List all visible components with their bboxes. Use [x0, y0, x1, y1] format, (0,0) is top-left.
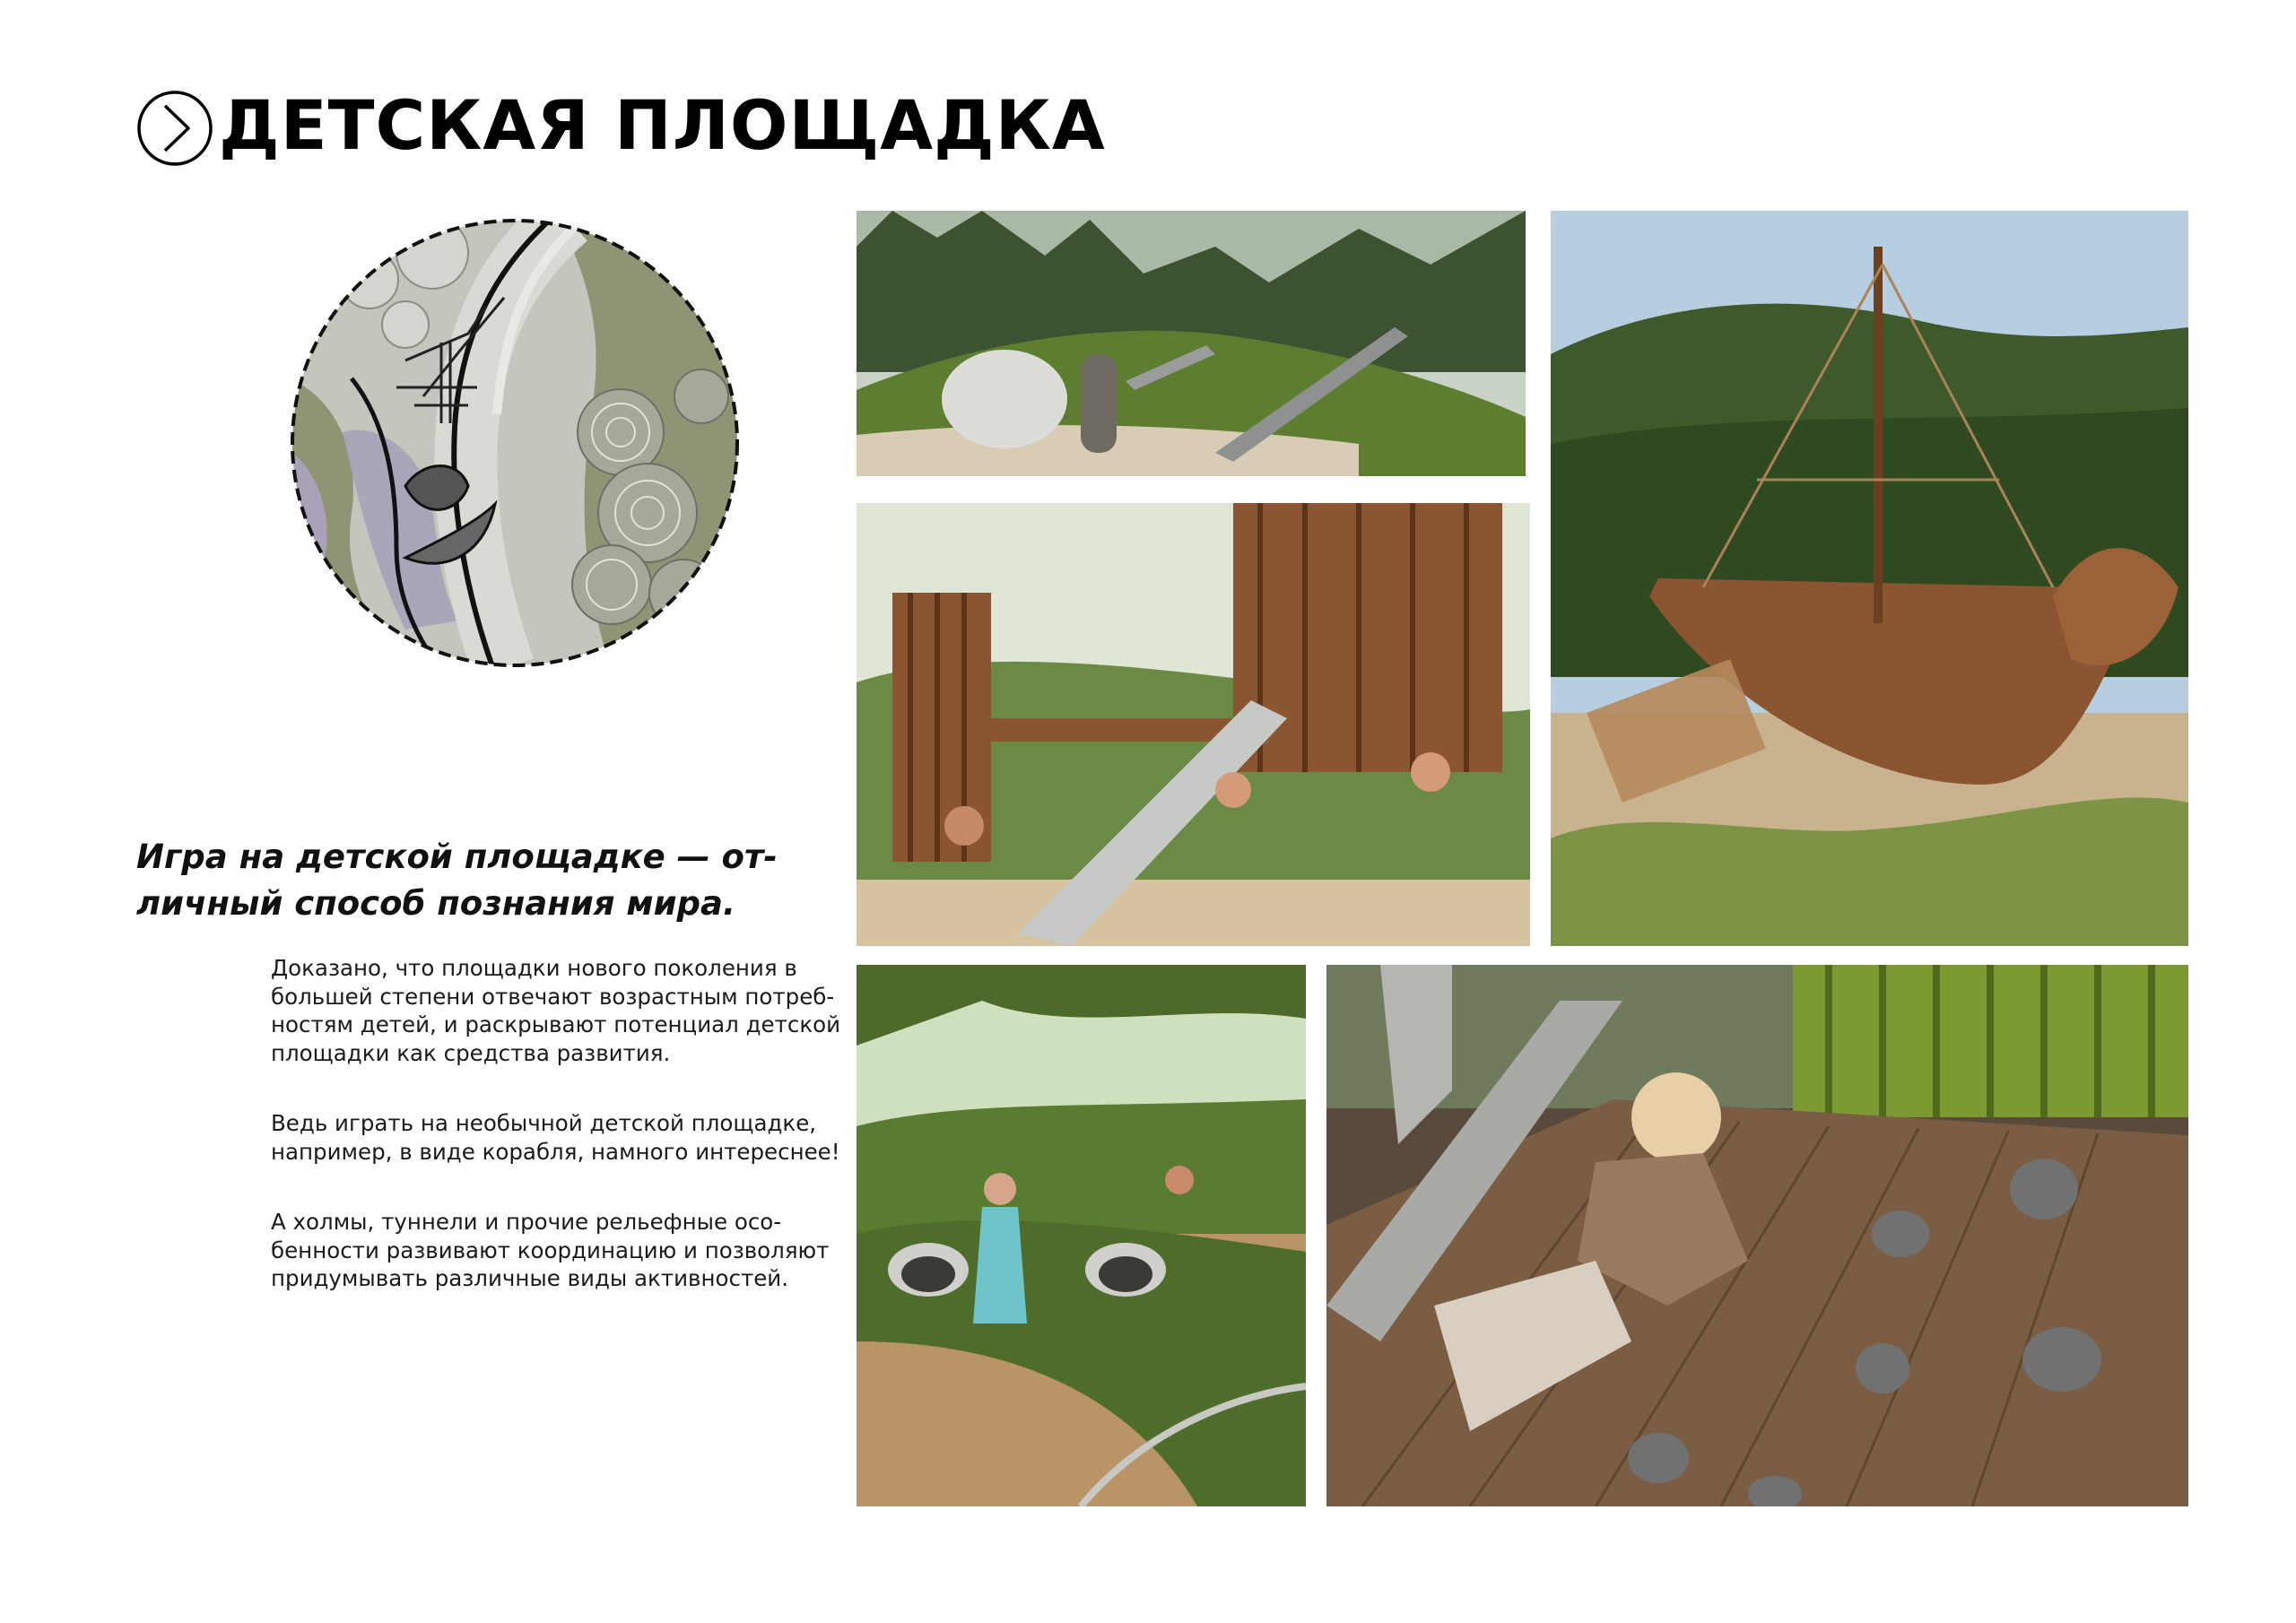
page-title: ДЕТСКАЯ ПЛОЩАДКА — [219, 85, 1106, 165]
body-text — [271, 954, 845, 1335]
photo-ship-playground — [1551, 211, 2188, 946]
paragraph-1: Доказано, что площадки нового поколения в большей степени отвечают возрастным потребностям детей, и раскрывают потенциал детской площадки как средства развития. — [271, 955, 841, 1066]
photo-grass-hill-tunnels — [857, 965, 1306, 1506]
photo-wooden-towers-slide — [857, 503, 1530, 946]
site-plan-circle — [289, 217, 741, 669]
lead-quote: Игра на детской площадке — отличный способ познания мира. — [136, 838, 778, 923]
chevron-right-circle-icon — [136, 90, 213, 167]
photo-climbing-wall-girl — [1326, 965, 2188, 1506]
paragraph-2: Ведь играть на необычной детской площадке, например, в виде корабля, намного интереснее! — [271, 1110, 840, 1165]
paragraph-3: А холмы, туннели и прочие рельефные особенности развивают координацию и позволяют придумывать различные виды активностей. — [271, 1209, 830, 1291]
photo-mound-slides — [857, 211, 1526, 476]
